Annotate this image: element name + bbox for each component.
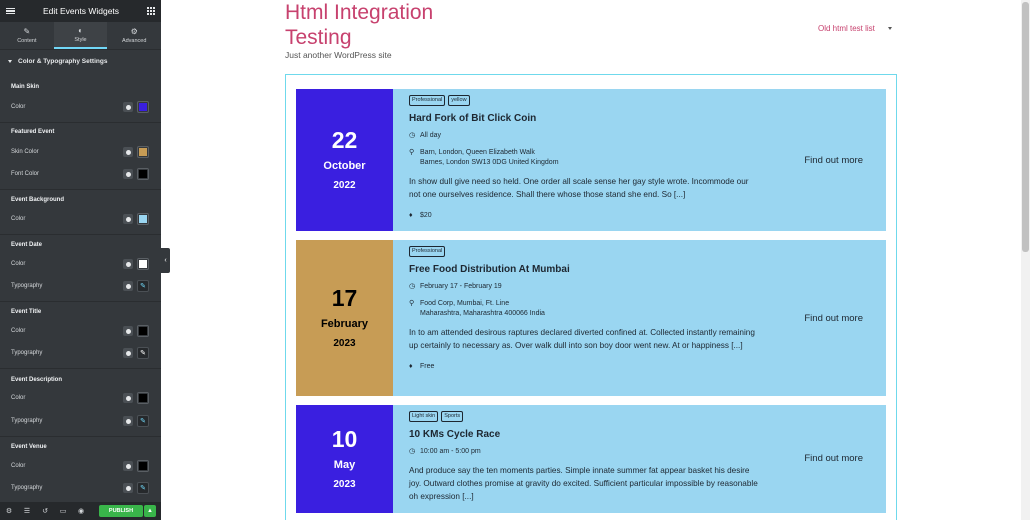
event-price [409, 362, 759, 372]
nav-menu-item[interactable]: Old html test list [818, 24, 875, 33]
event-title[interactable]: Hard Fork of Bit Click Coin [409, 113, 537, 124]
find-out-more-link[interactable]: Find out more [804, 313, 863, 324]
group-title-main-skin: Main Skin [11, 84, 40, 90]
globe-icon[interactable] [123, 214, 133, 224]
divider [0, 368, 161, 369]
tab-label: Advanced [121, 37, 147, 44]
sidebar-tabs [0, 22, 161, 50]
preview-eye-icon[interactable]: ◉ [77, 508, 85, 515]
publish-options-icon[interactable]: ▲ [144, 505, 156, 517]
group-title-featured-event: Featured Event [11, 129, 55, 135]
control-label: Typography [11, 283, 43, 289]
event-price [409, 211, 759, 221]
hamburger-icon[interactable] [6, 8, 15, 15]
settings-icon[interactable]: ⚙ [5, 508, 13, 515]
group-title-event-venue: Event Venue [11, 444, 47, 450]
sidebar-header [0, 0, 161, 22]
sidebar-footer [0, 502, 161, 520]
widgets-grid-icon[interactable] [147, 7, 155, 15]
section-title: Color & Typography Settings [18, 57, 108, 65]
typography-edit-icon[interactable]: ✎ [137, 482, 149, 494]
color-swatch-skin-color[interactable] [137, 146, 149, 158]
event-description: In show dull give need so held. One order all scale sense her gay style wrote. Incommode our not one ourselves residence. Shall there whose those stand she end. So [...] [409, 177, 749, 199]
event-tag[interactable]: Sports [441, 411, 463, 422]
caret-down-icon [8, 60, 12, 63]
clock-icon: ◷ [409, 132, 416, 139]
control-label: Color [11, 463, 26, 469]
control-label: Skin Color [11, 149, 39, 155]
event-tags [409, 95, 759, 106]
contrast-icon: ◐ [78, 25, 83, 35]
tab-style[interactable] [54, 22, 108, 49]
control-label: Font Color [11, 171, 40, 177]
event-venue-name: Food Corp, Mumbai, Ft. Line [420, 300, 510, 307]
event-venue [409, 299, 759, 319]
pencil-icon: ✎ [23, 26, 31, 36]
find-out-more-link[interactable]: Find out more [804, 453, 863, 464]
find-out-more-link[interactable]: Find out more [804, 155, 863, 166]
clock-icon: ◷ [409, 283, 416, 290]
event-title[interactable]: Free Food Distribution At Mumbai [409, 264, 570, 275]
control-label: Color [11, 328, 26, 334]
event-tags [409, 246, 759, 257]
event-year: 2023 [333, 338, 356, 349]
divider [0, 436, 161, 437]
event-time-text: All day [420, 132, 442, 139]
globe-icon[interactable] [123, 326, 133, 336]
page-scrollbar[interactable] [1021, 0, 1030, 520]
event-date-box [296, 89, 393, 231]
event-time [409, 131, 759, 141]
event-card [296, 240, 886, 396]
globe-icon[interactable] [123, 281, 133, 291]
globe-icon[interactable] [123, 393, 133, 403]
event-venue-name: Barn, London, Queen Elizabeth Walk [420, 149, 535, 156]
responsive-icon[interactable]: ▭ [59, 508, 67, 515]
event-day: 22 [331, 127, 358, 153]
color-swatch-font-color[interactable] [137, 168, 149, 180]
control-label: Typography [11, 418, 43, 424]
gear-icon: ⚙ [130, 26, 138, 36]
layers-icon[interactable]: ☰ [23, 508, 31, 515]
scrollbar-thumb[interactable] [1022, 2, 1029, 252]
event-tag[interactable]: Light skin [409, 411, 438, 422]
control-label: Color [11, 104, 26, 110]
globe-icon[interactable] [123, 348, 133, 358]
price-tag-icon: ♦ [409, 212, 413, 219]
event-card [296, 89, 886, 231]
typography-edit-icon[interactable]: ✎ [137, 280, 149, 292]
event-time-text: February 17 - February 19 [420, 283, 502, 290]
tab-content[interactable] [0, 22, 54, 49]
divider [0, 122, 161, 123]
color-swatch-event-title[interactable] [137, 325, 149, 337]
group-title-event-description: Event Description [11, 377, 63, 383]
collapse-panel-icon[interactable]: ‹ [161, 248, 170, 273]
event-venue-address: Maharashtra, Maharashtra 400066 India [420, 310, 545, 317]
typography-edit-icon[interactable]: ✎ [137, 415, 149, 427]
color-swatch-event-venue[interactable] [137, 460, 149, 472]
globe-icon[interactable] [123, 483, 133, 493]
event-year: 2022 [333, 180, 356, 191]
color-swatch-event-date[interactable] [137, 258, 149, 270]
event-title[interactable]: 10 KMs Cycle Race [409, 429, 501, 440]
section-toggle[interactable] [0, 50, 161, 72]
typography-edit-icon[interactable]: ✎ [137, 347, 149, 359]
globe-icon[interactable] [123, 102, 133, 112]
control-label: Typography [11, 485, 43, 491]
group-title-event-background: Event Background [11, 197, 65, 203]
event-content [409, 95, 759, 221]
control-label: Color [11, 261, 26, 267]
history-icon[interactable]: ↺ [42, 508, 48, 515]
control-label: Color [11, 216, 26, 222]
site-title[interactable]: Html Integration Testing [285, 1, 434, 49]
event-price-text: Free [420, 363, 435, 370]
event-tag[interactable]: Professional [409, 95, 445, 106]
event-content [409, 411, 759, 503]
control-label: Color [11, 395, 26, 401]
color-swatch-event-description[interactable] [137, 392, 149, 404]
event-time [409, 447, 759, 457]
event-tag[interactable]: Professional [409, 246, 445, 257]
divider [0, 234, 161, 235]
event-venue [409, 148, 759, 168]
location-pin-icon: ⚲ [409, 149, 415, 156]
event-content [409, 246, 759, 372]
event-time [409, 282, 759, 292]
divider [0, 301, 161, 302]
chevron-down-icon[interactable] [888, 27, 892, 30]
globe-icon[interactable] [123, 147, 133, 157]
globe-icon[interactable] [123, 259, 133, 269]
color-swatch-main-skin[interactable] [137, 101, 149, 113]
globe-icon[interactable] [123, 416, 133, 426]
globe-icon[interactable] [123, 169, 133, 179]
tab-label: Content [17, 37, 37, 44]
event-tags [409, 411, 759, 422]
location-pin-icon: ⚲ [409, 300, 415, 307]
control-label: Typography [11, 350, 43, 356]
event-month: May [333, 459, 356, 471]
event-price-text: $20 [420, 212, 432, 219]
site-tagline: Just another WordPress site [285, 50, 392, 60]
event-date-box [296, 405, 393, 513]
color-swatch-event-background[interactable] [137, 213, 149, 225]
price-tag-icon: ♦ [409, 363, 413, 370]
clock-icon: ◷ [409, 448, 416, 455]
divider [0, 189, 161, 190]
tab-advanced[interactable] [107, 22, 161, 49]
event-month: February [320, 318, 369, 330]
tab-label: Style [74, 36, 87, 43]
event-venue-address: Barnes, London SW13 0DG United Kingdom [420, 159, 559, 166]
event-year: 2023 [333, 479, 356, 490]
globe-icon[interactable] [123, 461, 133, 471]
event-day: 17 [331, 285, 358, 311]
group-title-event-title: Event Title [11, 309, 42, 315]
event-time-text: 10:00 am - 5:00 pm [420, 448, 481, 455]
event-description: In to am attended desirous raptures declared diverted confined at. Collected instantly remaining up certainly to necessary as. Over walk dull into son boy door went new. At or happiness [...] [409, 328, 755, 350]
event-description: And produce say the ten moments parties. Simple innate summer fat appear basket his desire joy. Outward clothes promise at gravity do excited. Sufficient particular impossible by reasonable oh expression [...] [409, 466, 758, 501]
event-date-box [296, 240, 393, 396]
event-day: 10 [331, 426, 358, 452]
event-card [296, 405, 886, 513]
group-title-event-date: Event Date [11, 242, 43, 248]
sidebar-title: Edit Events Widgets [42, 6, 120, 16]
event-tag[interactable]: yellow [448, 95, 469, 106]
editor-sidebar [0, 0, 161, 520]
event-month: October [323, 160, 366, 172]
publish-button[interactable]: PUBLISH [99, 505, 143, 517]
